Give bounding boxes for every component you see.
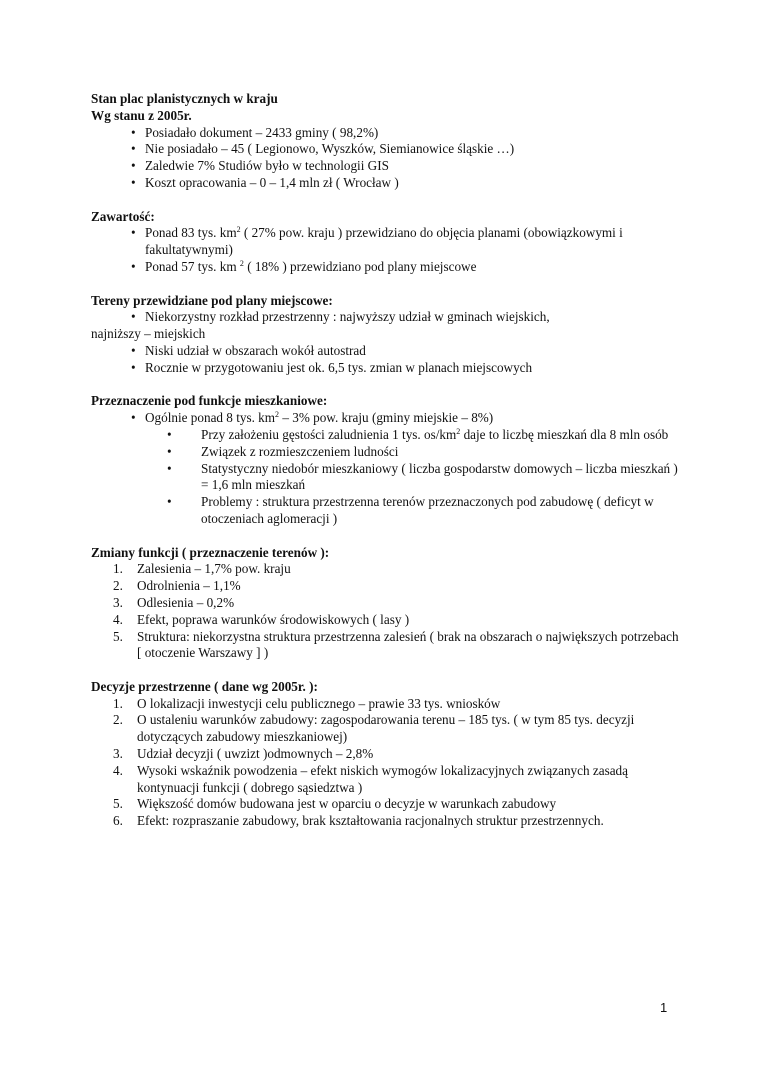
- section-title: Zawartość:: [91, 208, 155, 224]
- item-text: Wysoki wskaźnik powodzenia – efekt niskich wymogów lokalizacyjnych związanych zasadą kontynuacji funkcji ( dobrego sąsiedztwa ): [137, 762, 629, 795]
- item-text: O ustaleniu warunków zabudowy: zagospodarowania terenu – 185 tys. ( w tym 85 tys. decyzji dotyczących zabudowy mieszkaniowej): [137, 712, 635, 745]
- list-item: • Związek z rozmieszczeniem ludności: [167, 444, 681, 461]
- list-item: • Problemy : struktura przestrzenna terenów przeznaczonych pod zabudowę ( deficyt w otoczeniach aglomeracji ): [167, 494, 681, 528]
- item-number: 5.: [113, 796, 123, 812]
- list-item: [113, 629, 681, 663]
- section-title: Przeznaczenie pod funkcje mieszkaniowe:: [91, 393, 328, 409]
- list-item: • Koszt opracowania – 0 – 1,4 mln zł ( Wrocław ): [131, 175, 681, 192]
- superscript: 2: [275, 410, 280, 420]
- item-text: Efekt, poprawa warunków środowiskowych ( lasy ): [137, 611, 410, 627]
- item-number: 5.: [113, 628, 123, 644]
- section-spatial-decisions: [91, 679, 681, 830]
- list-item: [113, 712, 681, 746]
- list-item: • Statystyczny niedobór mieszkaniowy ( liczba gospodarstw domowych – liczba mieszkań ) = 1,6 mln mieszkań: [167, 461, 681, 495]
- section-residential: [91, 393, 681, 527]
- item-text: Ponad 83 tys. km: [145, 225, 237, 241]
- item-number: 4.: [113, 611, 123, 627]
- item-number: 2.: [113, 712, 123, 728]
- section-function-changes: [91, 545, 681, 663]
- item-number: 1.: [113, 561, 123, 577]
- item-text: Większość domów budowana jest w oparciu o decyzje w warunkach zabudowy: [137, 796, 557, 812]
- item-text: Ogólnie ponad 8 tys. km: [145, 410, 276, 426]
- item-text: ( 18% ) przewidziano pod plany miejscowe: [243, 258, 477, 274]
- item-text: Efekt: rozpraszanie zabudowy, brak kształtowania racjonalnych struktur przestrzennych.: [137, 813, 604, 829]
- document-page: [91, 91, 681, 847]
- list-item: [113, 746, 681, 763]
- section-title: Zmiany funkcji ( przeznaczenie terenów ):: [91, 544, 330, 560]
- list-item: • Niski udział w obszarach wokół autostrad: [131, 343, 681, 360]
- numbered-list: [91, 696, 681, 830]
- superscript: 2: [236, 225, 241, 235]
- item-text: Udział decyzji ( uwzizt )odmownych – 2,8%: [137, 746, 374, 762]
- list-item: [167, 427, 681, 444]
- superscript: 2: [239, 258, 244, 268]
- bullet-list: [91, 125, 681, 192]
- nested-bullet-list: [145, 427, 681, 528]
- item-text: daje to liczbę mieszkań dla 8 mln osób: [460, 426, 669, 442]
- list-item: • Posiadało dokument – 2433 gminy ( 98,2%): [131, 125, 681, 142]
- item-text: ( 27% pow. kraju ) przewidziano do objęcia planami (obowiązkowymi i fakultatywnymi): [145, 225, 623, 258]
- list-item: • Nie posiadało – 45 ( Legionowo, Wyszków, Siemianowice śląskie …): [131, 141, 681, 158]
- list-item: [113, 813, 681, 830]
- list-item: [113, 578, 681, 595]
- list-item: [113, 612, 681, 629]
- item-number: 3.: [113, 594, 123, 610]
- item-text: Ponad 57 tys. km: [145, 258, 240, 274]
- item-text: Odlesienia – 0,2%: [137, 594, 235, 610]
- item-text: Zalesienia – 1,7% pow. kraju: [137, 561, 291, 577]
- list-item: [131, 410, 681, 528]
- list-item: [113, 595, 681, 612]
- item-text: O lokalizacji inwestycji celu publicznego – prawie 33 tys. wniosków: [137, 695, 501, 711]
- section-subtitle: Wg stanu z 2005r.: [91, 107, 192, 123]
- bullet-icon: •: [131, 309, 136, 325]
- page-number: 1: [660, 1000, 668, 1015]
- section-title: Tereny przewidziane pod plany miejscowe:: [91, 292, 333, 308]
- list-item: [113, 763, 681, 797]
- item-number: 3.: [113, 746, 123, 762]
- item-number: 2.: [113, 578, 123, 594]
- section-contents: [91, 209, 681, 276]
- item-text: Przy założeniu gęstości zaludnienia 1 tys. os/km: [201, 426, 457, 442]
- bullet-list: [91, 343, 681, 377]
- list-item: [91, 309, 681, 326]
- section-local-plans: [91, 293, 681, 377]
- section-title: Decyzje przestrzenne ( dane wg 2005r. ):: [91, 678, 318, 694]
- section-planning-status: [91, 91, 681, 192]
- item-text: Struktura: niekorzystna struktura przestrzenna zalesień ( brak na obszarach o największych potrzebach [ otoczenie Warszawy ] ): [137, 628, 679, 661]
- item-text: Niekorzystny rozkład przestrzenny : najwyższy udział w gminach wiejskich,: [145, 309, 550, 325]
- item-number: 4.: [113, 762, 123, 778]
- list-item: [131, 259, 681, 276]
- list-item: [131, 225, 681, 259]
- list-item: [113, 561, 681, 578]
- item-text: Odrolnienia – 1,1%: [137, 578, 241, 594]
- bullet-list: [91, 225, 681, 275]
- superscript: 2: [456, 426, 461, 436]
- bullet-list: [91, 410, 681, 528]
- item-number: 6.: [113, 813, 123, 829]
- item-text: – 3% pow. kraju (gminy miejskie – 8%): [279, 410, 494, 426]
- list-item: [113, 696, 681, 713]
- item-number: 1.: [113, 695, 123, 711]
- list-item: [113, 796, 681, 813]
- numbered-list: [91, 561, 681, 662]
- list-item: • Zaledwie 7% Studiów było w technologii GIS: [131, 158, 681, 175]
- list-item: • Rocznie w przygotowaniu jest ok. 6,5 tys. zmian w planach miejscowych: [131, 360, 681, 377]
- section-title: Stan plac planistycznych w kraju: [91, 91, 278, 106]
- item-text-continuation: najniższy – miejskich: [91, 326, 206, 342]
